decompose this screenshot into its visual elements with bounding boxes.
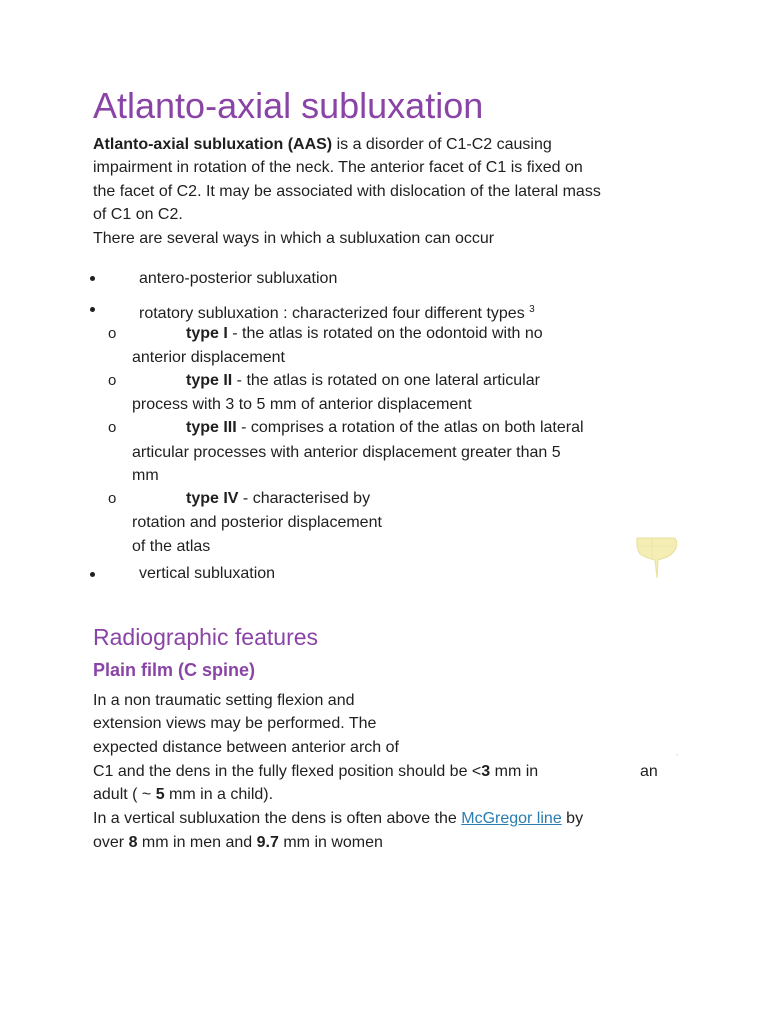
- radiographic-line-3: expected distance between anterior arch of: [93, 739, 399, 756]
- line-4-value-3: 3: [481, 763, 491, 780]
- type-1-line-1: [186, 322, 543, 346]
- type-4-line-1: [186, 487, 370, 511]
- type-3-desc: - comprises a rotation of the atlas on both lateral: [236, 419, 584, 436]
- radiographic-line-7: [93, 831, 383, 855]
- line-7-text-c: mm in men and: [137, 834, 257, 851]
- type-3-line-1: [186, 416, 584, 440]
- line-7-value-9-7: 9.7: [256, 834, 279, 851]
- sub-bullet-circle: o: [108, 372, 117, 389]
- bullet-vertical: vertical subluxation: [139, 565, 276, 582]
- bullet-dot: [90, 307, 95, 312]
- faint-mark-icon: ﾞ: [676, 755, 680, 762]
- page-title: Atlanto-axial subluxation: [93, 85, 484, 126]
- line-7-value-8: 8: [128, 834, 138, 851]
- line-5-text-c: mm in a child).: [164, 786, 274, 803]
- type-2-label: type II: [186, 372, 233, 389]
- type-1-line-2: anterior displacement: [132, 349, 285, 366]
- type-1-desc: - the atlas is rotated on the odontoid with no: [227, 325, 543, 342]
- sub-bullet-circle: o: [108, 490, 117, 507]
- line-5-text-a: adult ( ~: [93, 786, 156, 803]
- type-3-line-3: mm: [132, 467, 159, 484]
- bullet-rotatory-text: rotatory subluxation : characterized four different types: [139, 305, 525, 322]
- type-4-desc: - characterised by: [238, 490, 371, 507]
- mcgregor-line-link[interactable]: McGregor line: [461, 810, 562, 827]
- bullet-dot: [90, 572, 95, 577]
- line-6-text-a: In a vertical subluxation the dens is often above the: [93, 810, 462, 827]
- type-1-label: type I: [186, 325, 228, 342]
- line-6-text-c: by: [561, 810, 584, 827]
- intro-line-3: the facet of C2. It may be associated with dislocation of the lateral mass: [93, 183, 601, 200]
- faded-figure-image: [634, 534, 680, 582]
- intro-bold-term: Atlanto-axial subluxation (AAS): [93, 136, 333, 153]
- reference-superscript: 3: [529, 304, 535, 315]
- subsection-heading-plain-film: Plain film (C spine): [93, 660, 256, 680]
- intro-line-2: impairment in rotation of the neck. The anterior facet of C1 is fixed on: [93, 159, 583, 176]
- type-4-line-2: rotation and posterior displacement: [132, 514, 382, 531]
- radiographic-line-5: [93, 783, 273, 807]
- radiographic-line-4: [93, 760, 538, 784]
- line-4-text-c: mm in: [490, 763, 539, 780]
- line-5-value-5: 5: [155, 786, 165, 803]
- radiographic-line-1: In a non traumatic setting flexion and: [93, 692, 355, 709]
- intro-line-5: There are several ways in which a subluxation can occur: [93, 230, 495, 247]
- radiographic-line-2: extension views may be performed. The: [93, 715, 377, 732]
- type-3-label: type III: [186, 419, 237, 436]
- type-2-line-1: [186, 369, 540, 393]
- sub-bullet-circle: o: [108, 325, 117, 342]
- type-3-line-2: articular processes with anterior displacement greater than 5: [132, 444, 561, 461]
- type-2-line-2: process with 3 to 5 mm of anterior displacement: [132, 396, 472, 413]
- type-4-label: type IV: [186, 490, 239, 507]
- intro-line-1-rest: is a disorder of C1-C2 causing: [332, 136, 552, 153]
- type-4-line-3: of the atlas: [132, 538, 211, 555]
- line-7-text-e: mm in women: [278, 834, 383, 851]
- line-4-text-a: C1 and the dens in the fully flexed position should be <: [93, 763, 482, 780]
- intro-line-4: of C1 on C2.: [93, 206, 183, 223]
- bullet-antero-posterior: antero-posterior subluxation: [139, 270, 338, 287]
- radiographic-line-6: [93, 807, 583, 831]
- section-heading-radiographic: Radiographic features: [93, 624, 319, 650]
- bullet-dot: [90, 276, 95, 281]
- line-7-text-a: over: [93, 834, 129, 851]
- sub-bullet-circle: o: [108, 419, 117, 436]
- intro-line-1: [93, 133, 552, 157]
- line-4-trailing-word: an: [640, 763, 658, 780]
- type-2-desc: - the atlas is rotated on one lateral articular: [232, 372, 540, 389]
